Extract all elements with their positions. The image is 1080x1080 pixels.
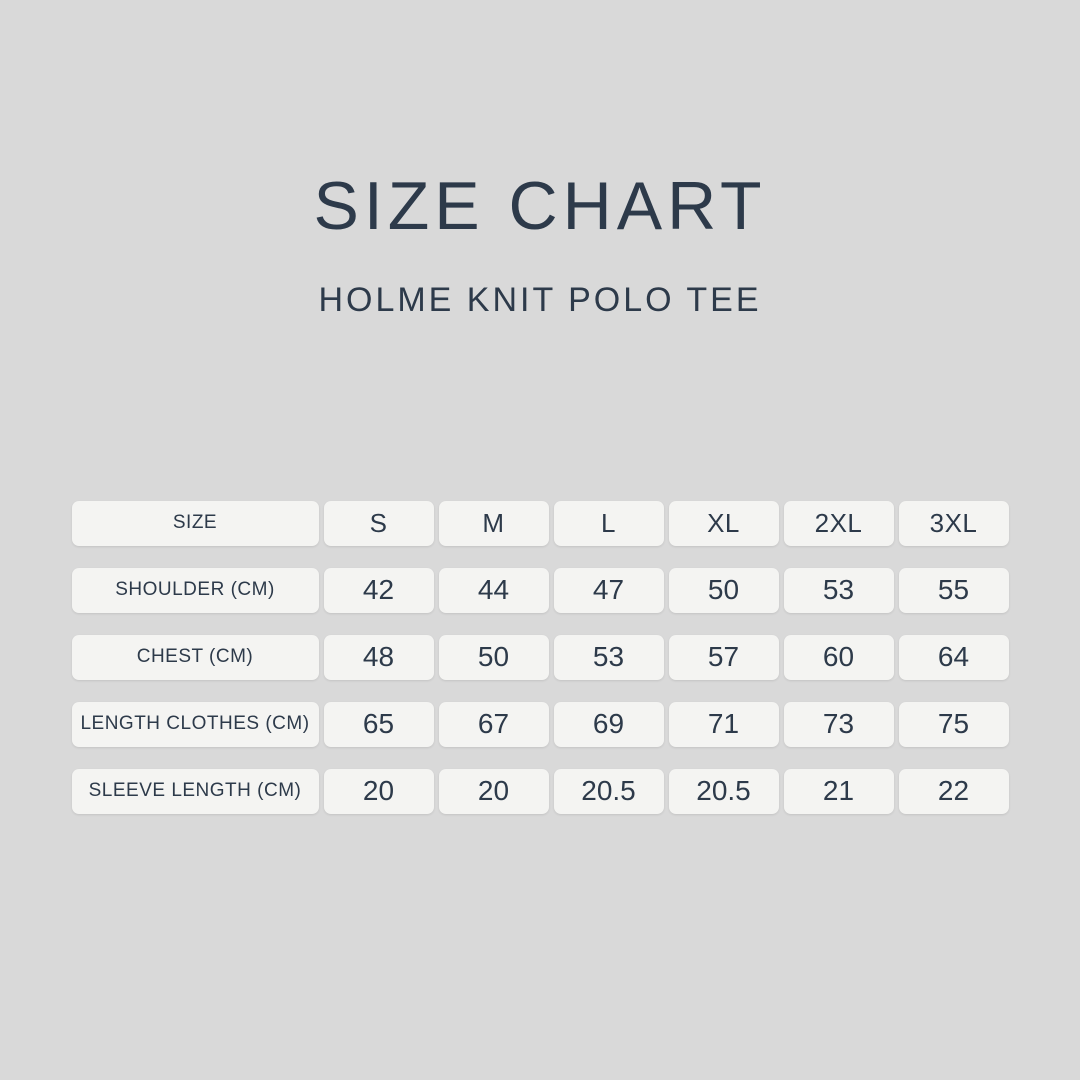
value-cell-chest-s: 48 xyxy=(324,635,434,680)
size-header-cell-s: S xyxy=(324,501,434,546)
value-cell-shoulder-l: 47 xyxy=(554,568,664,613)
row-label-shoulder: SHOULDER (CM) xyxy=(72,568,319,613)
value-cell-chest-3xl: 64 xyxy=(899,635,1009,680)
value-cell-chest-2xl: 60 xyxy=(784,635,894,680)
value-cell-length-2xl: 73 xyxy=(784,702,894,747)
size-table xyxy=(72,501,1009,814)
row-label-chest: CHEST (CM) xyxy=(72,635,319,680)
value-cell-sleeve-xl: 20.5 xyxy=(669,769,779,814)
value-cell-shoulder-m: 44 xyxy=(439,568,549,613)
size-header-cell-2xl: 2XL xyxy=(784,501,894,546)
value-cell-sleeve-m: 20 xyxy=(439,769,549,814)
value-cell-chest-l: 53 xyxy=(554,635,664,680)
page-subtitle: HOLME KNIT POLO TEE xyxy=(318,281,762,319)
value-cell-length-xl: 71 xyxy=(669,702,779,747)
value-cell-sleeve-2xl: 21 xyxy=(784,769,894,814)
page-title: SIZE CHART xyxy=(313,168,767,244)
size-header-cell-l: L xyxy=(554,501,664,546)
value-cell-shoulder-2xl: 53 xyxy=(784,568,894,613)
value-cell-length-3xl: 75 xyxy=(899,702,1009,747)
value-cell-length-m: 67 xyxy=(439,702,549,747)
value-cell-chest-xl: 57 xyxy=(669,635,779,680)
size-header-cell-3xl: 3XL xyxy=(899,501,1009,546)
value-cell-sleeve-s: 20 xyxy=(324,769,434,814)
value-cell-shoulder-xl: 50 xyxy=(669,568,779,613)
size-header-cell-m: M xyxy=(439,501,549,546)
value-cell-chest-m: 50 xyxy=(439,635,549,680)
size-header-cell-xl: XL xyxy=(669,501,779,546)
value-cell-length-s: 65 xyxy=(324,702,434,747)
value-cell-sleeve-l: 20.5 xyxy=(554,769,664,814)
value-cell-sleeve-3xl: 22 xyxy=(899,769,1009,814)
row-label-sleeve-length: SLEEVE LENGTH (CM) xyxy=(72,769,319,814)
value-cell-shoulder-3xl: 55 xyxy=(899,568,1009,613)
table-corner-cell: SIZE xyxy=(72,501,319,546)
value-cell-length-l: 69 xyxy=(554,702,664,747)
row-label-length-clothes: LENGTH CLOTHES (CM) xyxy=(72,702,319,747)
value-cell-shoulder-s: 42 xyxy=(324,568,434,613)
